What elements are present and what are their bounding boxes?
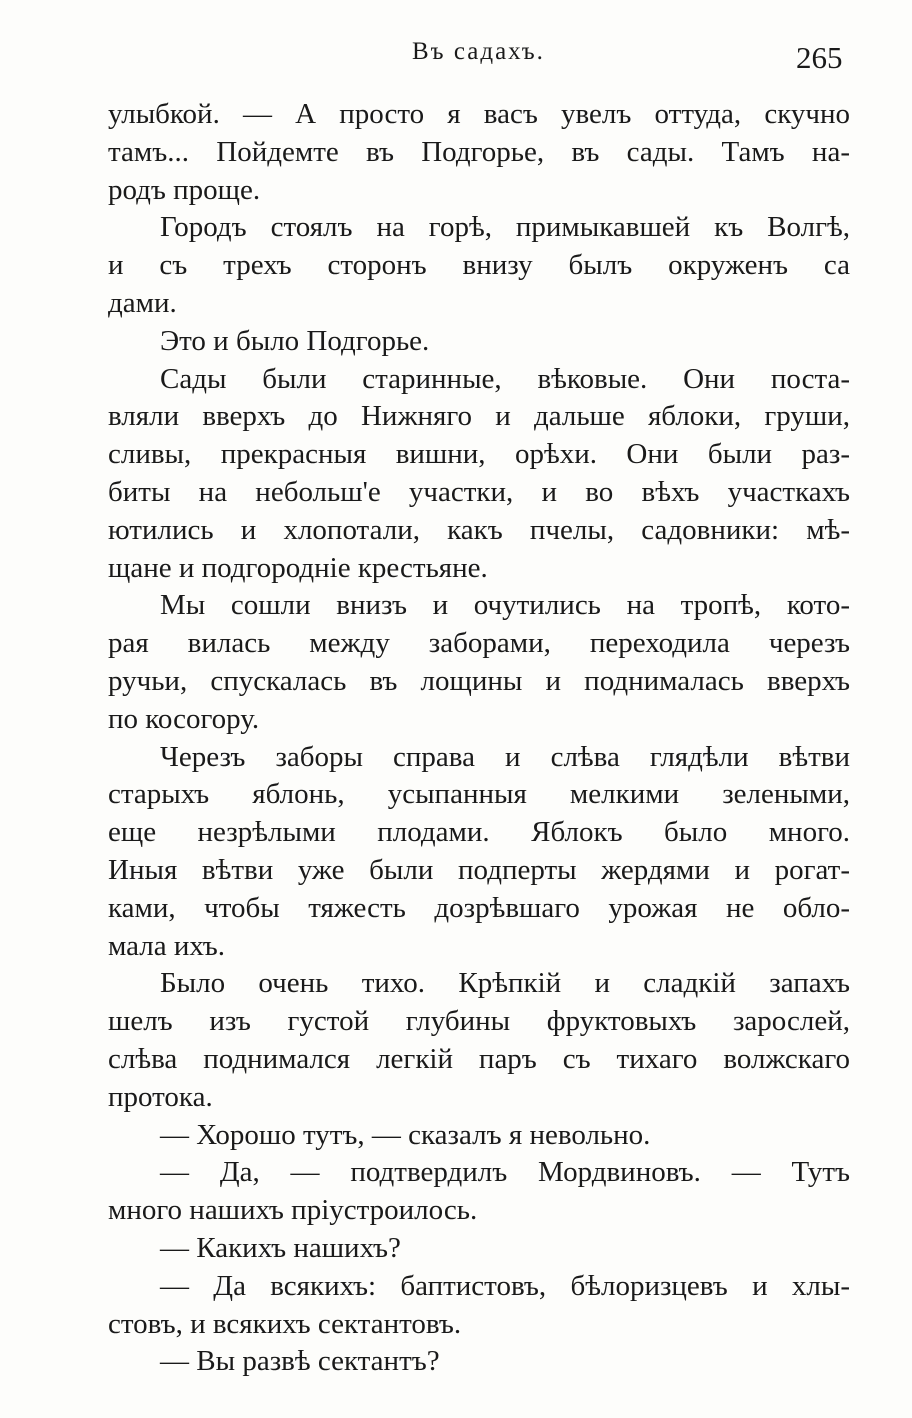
text-line: и съ трехъ сторонъ внизу былъ окруженъ са bbox=[108, 249, 850, 282]
text-line: ручьи, спускалась въ лощины и поднималась вверхъ bbox=[108, 664, 850, 697]
text-line: Было очень тихо. Крѣпкій и сладкій запахъ bbox=[160, 967, 850, 1000]
text-line: Городъ стоялъ на горѣ, примыкавшей къ Волгѣ, bbox=[160, 211, 850, 244]
text-line: — Вы развѣ сектантъ? bbox=[160, 1345, 440, 1378]
text-line: слѣва поднимался легкій паръ съ тихаго волжскаго bbox=[108, 1042, 850, 1075]
text-line: ками, чтобы тяжесть дозрѣвшаго урожая не обло- bbox=[108, 891, 850, 924]
text-line: Черезъ заборы справа и слѣва глядѣли вѣтви bbox=[160, 740, 850, 773]
text-line: биты на небольш'е участки, и во вѣхъ участкахъ bbox=[108, 475, 850, 508]
text-line: мала ихъ. bbox=[108, 929, 226, 962]
text-line: — Да, — подтвердилъ Мордвиновъ. — Тутъ bbox=[160, 1156, 850, 1189]
text-line: Сады были старинные, вѣковые. Они поста- bbox=[160, 362, 850, 395]
page-number: 265 bbox=[796, 40, 843, 75]
running-head bbox=[0, 30, 912, 80]
text-line: — Да всякихъ: баптистовъ, бѣлоризцевъ и хлы- bbox=[160, 1269, 850, 1302]
text-line: еще незрѣлыми плодами. Яблокъ было много. bbox=[108, 816, 850, 849]
text-line: улыбкой. — А просто я васъ увелъ оттуда, скучно bbox=[108, 98, 850, 130]
text-line: Иныя вѣтви уже были подперты жердями и рогат- bbox=[108, 853, 850, 886]
text-line: дами. bbox=[108, 286, 177, 319]
text-line: — Какихъ нашихъ? bbox=[160, 1231, 401, 1264]
text-line: ютились и хлопотали, какъ пчелы, садовники: мѣ- bbox=[108, 513, 850, 546]
text-line: рая вилась между заборами, переходила черезъ bbox=[108, 627, 850, 660]
body-text bbox=[108, 96, 850, 1381]
text-line: протока. bbox=[108, 1080, 213, 1113]
text-line: щане и подгородніе крестьяне. bbox=[108, 551, 488, 584]
text-line: шелъ изъ густой глубины фруктовыхъ зарослей, bbox=[108, 1005, 850, 1038]
text-line: — Хорошо тутъ, — сказалъ я невольно. bbox=[160, 1118, 651, 1151]
text-line: вляли вверхъ до Нижняго и дальше яблоки, груши, bbox=[108, 400, 850, 433]
text-line: Мы сошли внизъ и очутились на тропѣ, кото- bbox=[160, 589, 850, 622]
text-line: родъ проще. bbox=[108, 173, 261, 206]
text-line: старыхъ яблонь, усыпанныя мелкими зелеными, bbox=[108, 778, 850, 811]
text-line: стовъ, и всякихъ сектантовъ. bbox=[108, 1307, 462, 1340]
text-line: по косогору. bbox=[108, 702, 260, 735]
text-line: тамъ... Пойдемте въ Подгорье, въ сады. Тамъ на- bbox=[108, 135, 850, 168]
text-line: Это и было Подгорье. bbox=[160, 324, 430, 357]
running-title: Въ садахъ. bbox=[412, 38, 545, 65]
text-line: много нашихъ пріустроилось. bbox=[108, 1194, 478, 1227]
text-line: сливы, прекрасныя вишни, орѣхи. Они были раз- bbox=[108, 438, 850, 471]
